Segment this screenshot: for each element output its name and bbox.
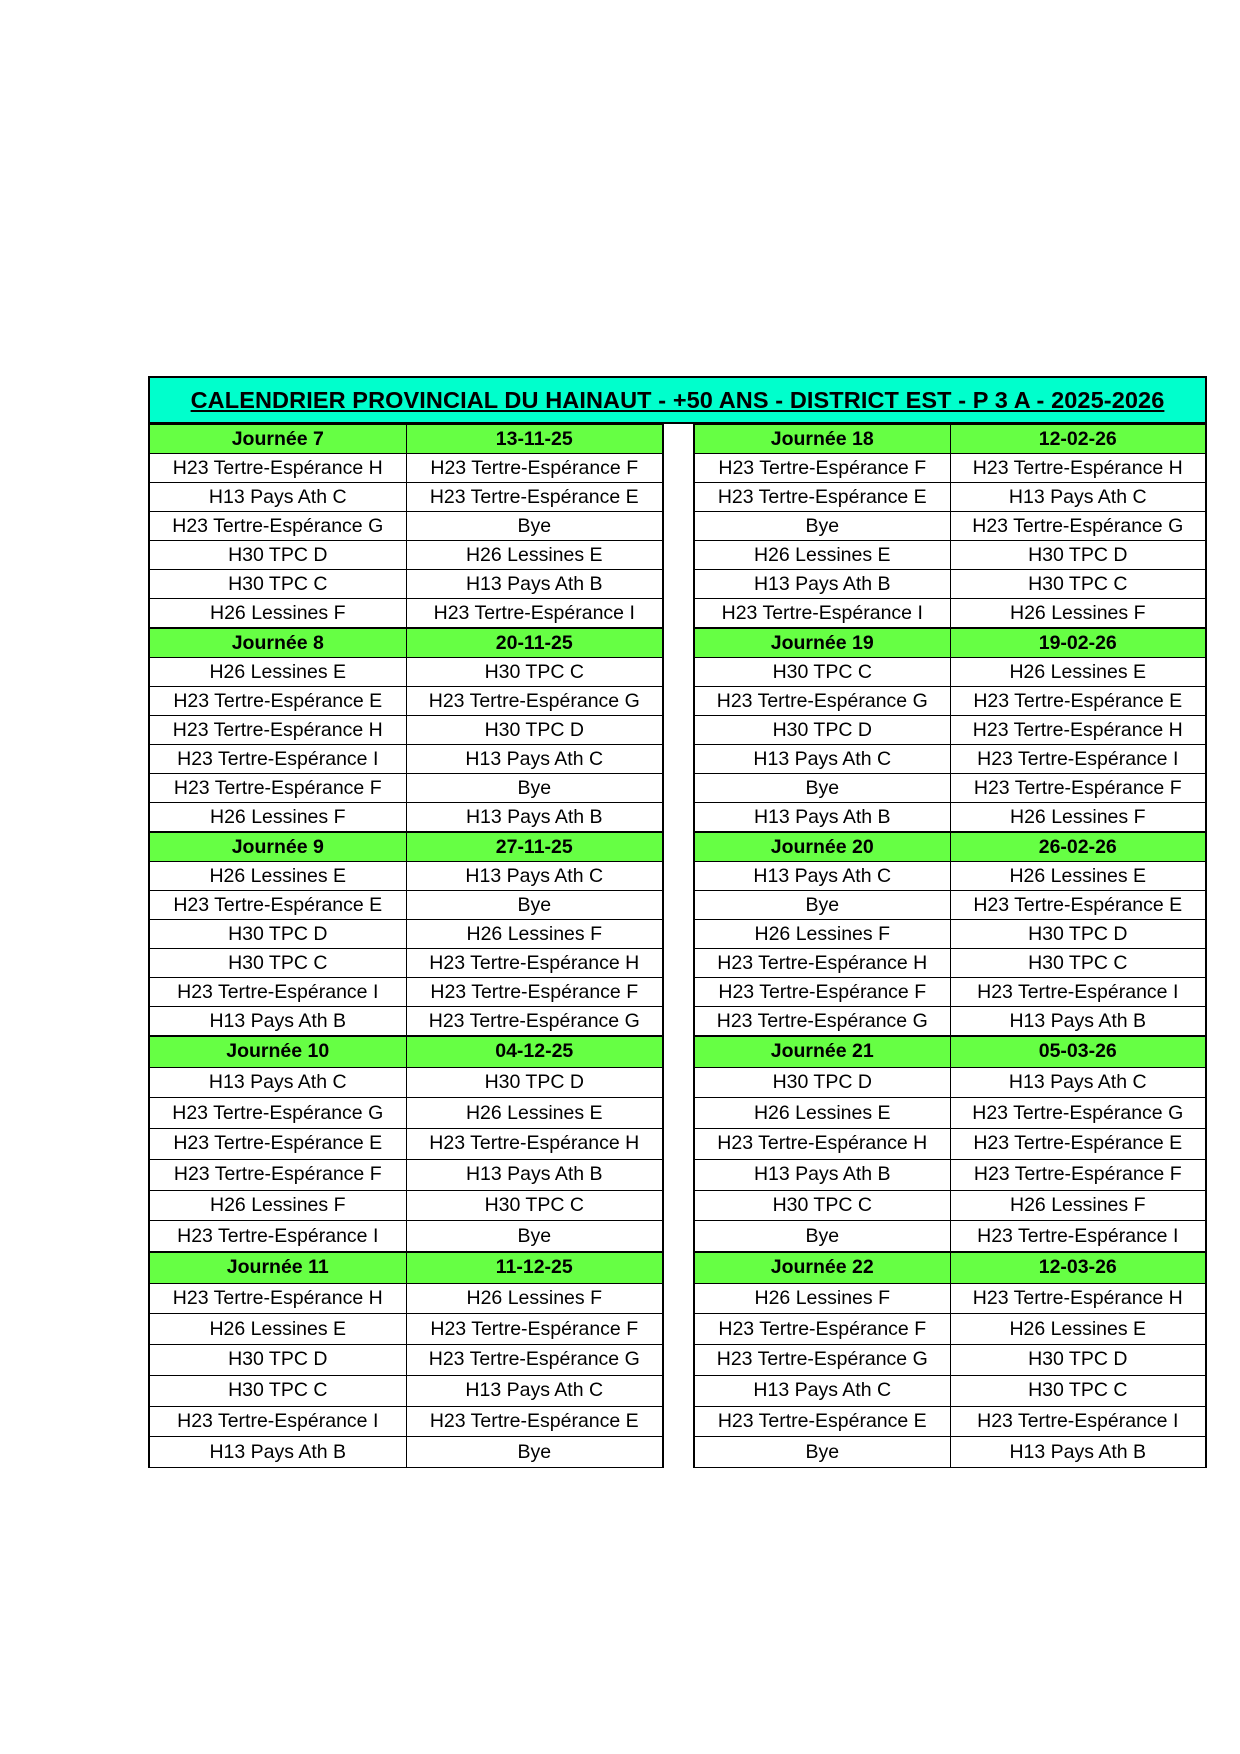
home-team: H26 Lessines E — [149, 862, 406, 891]
home-team: Bye — [694, 1437, 950, 1468]
away-team: H26 Lessines E — [950, 658, 1206, 687]
round-header-row — [694, 833, 1206, 862]
away-team: H23 Tertre-Espérance E — [406, 483, 663, 512]
match-row — [694, 1221, 1206, 1252]
home-team: H30 TPC C — [149, 949, 406, 978]
match-row — [149, 774, 663, 803]
away-team: H23 Tertre-Espérance G — [950, 1098, 1206, 1129]
away-team: H30 TPC C — [950, 1375, 1206, 1406]
match-row — [149, 687, 663, 716]
match-row — [149, 1067, 663, 1098]
match-row — [694, 1007, 1206, 1036]
away-team: H30 TPC C — [950, 949, 1206, 978]
away-team: H13 Pays Ath C — [406, 862, 663, 891]
away-team: H23 Tertre-Espérance H — [406, 1129, 663, 1160]
round-number: Journée 22 — [694, 1253, 950, 1284]
match-row — [149, 658, 663, 687]
match-row — [149, 716, 663, 745]
home-team: H23 Tertre-Espérance F — [694, 454, 950, 483]
match-row — [149, 891, 663, 920]
round-table — [693, 1036, 1207, 1252]
away-team: H26 Lessines E — [950, 1314, 1206, 1345]
home-team: H13 Pays Ath C — [149, 483, 406, 512]
home-team: H13 Pays Ath C — [149, 1067, 406, 1098]
match-row — [694, 1345, 1206, 1376]
home-team: H23 Tertre-Espérance E — [149, 687, 406, 716]
home-team: H23 Tertre-Espérance E — [694, 1406, 950, 1437]
match-row — [149, 541, 663, 570]
match-row — [149, 949, 663, 978]
away-team: H26 Lessines F — [406, 920, 663, 949]
home-team: H23 Tertre-Espérance I — [694, 599, 950, 628]
home-team: H23 Tertre-Espérance E — [694, 483, 950, 512]
round-date: 12-03-26 — [950, 1253, 1206, 1284]
match-row — [694, 978, 1206, 1007]
match-row — [694, 454, 1206, 483]
round-number: Journée 8 — [149, 629, 406, 658]
home-team: Bye — [694, 512, 950, 541]
match-row — [149, 1314, 663, 1345]
home-team: H13 Pays Ath B — [694, 803, 950, 832]
home-team: H26 Lessines E — [694, 541, 950, 570]
round-right-column — [693, 832, 1207, 1036]
away-team: H26 Lessines E — [406, 541, 663, 570]
match-row — [149, 1159, 663, 1190]
home-team: H13 Pays Ath B — [149, 1007, 406, 1036]
round-table — [148, 424, 664, 628]
match-row — [694, 862, 1206, 891]
home-team: H23 Tertre-Espérance F — [149, 1159, 406, 1190]
round-number: Journée 19 — [694, 629, 950, 658]
away-team: H23 Tertre-Espérance E — [950, 687, 1206, 716]
match-row — [694, 1067, 1206, 1098]
away-team: H26 Lessines F — [406, 1283, 663, 1314]
home-team: H23 Tertre-Espérance H — [149, 716, 406, 745]
match-row — [149, 570, 663, 599]
round-date: 12-02-26 — [950, 425, 1206, 454]
round-left-column — [148, 1036, 664, 1252]
home-team: H26 Lessines F — [149, 599, 406, 628]
home-team: Bye — [694, 891, 950, 920]
home-team: H23 Tertre-Espérance H — [149, 454, 406, 483]
home-team: H26 Lessines E — [149, 658, 406, 687]
away-team: H23 Tertre-Espérance E — [950, 1129, 1206, 1160]
match-row — [149, 1283, 663, 1314]
match-row — [694, 1406, 1206, 1437]
away-team: H13 Pays Ath C — [950, 483, 1206, 512]
away-team: H13 Pays Ath B — [406, 803, 663, 832]
home-team: H13 Pays Ath B — [149, 1437, 406, 1468]
round-table — [148, 1036, 664, 1252]
round-date: 05-03-26 — [950, 1037, 1206, 1068]
match-row — [694, 687, 1206, 716]
away-team: H26 Lessines E — [406, 1098, 663, 1129]
round-table — [693, 424, 1207, 628]
match-row — [694, 1283, 1206, 1314]
round-table — [148, 1252, 664, 1468]
home-team: H30 TPC C — [694, 1190, 950, 1221]
round-table — [148, 832, 664, 1036]
home-team: H26 Lessines F — [149, 803, 406, 832]
match-row — [149, 1190, 663, 1221]
match-row — [149, 1221, 663, 1252]
round-block — [148, 1252, 1207, 1468]
round-date: 26-02-26 — [950, 833, 1206, 862]
round-header-row — [149, 1037, 663, 1068]
match-row — [694, 803, 1206, 832]
home-team: H23 Tertre-Espérance E — [149, 891, 406, 920]
away-team: H13 Pays Ath C — [950, 1067, 1206, 1098]
home-team: H26 Lessines F — [694, 920, 950, 949]
home-team: H23 Tertre-Espérance G — [149, 1098, 406, 1129]
match-row — [149, 978, 663, 1007]
home-team: H30 TPC C — [149, 1375, 406, 1406]
home-team: H23 Tertre-Espérance H — [149, 1283, 406, 1314]
away-team: H13 Pays Ath C — [406, 1375, 663, 1406]
match-row — [694, 1098, 1206, 1129]
away-team: H13 Pays Ath C — [406, 745, 663, 774]
round-header-row — [694, 1037, 1206, 1068]
away-team: H23 Tertre-Espérance H — [950, 1283, 1206, 1314]
away-team: H23 Tertre-Espérance F — [950, 774, 1206, 803]
home-team: H23 Tertre-Espérance I — [149, 1221, 406, 1252]
away-team: Bye — [406, 774, 663, 803]
round-date: 04-12-25 — [406, 1037, 663, 1068]
match-row — [149, 454, 663, 483]
round-number: Journée 18 — [694, 425, 950, 454]
home-team: H30 TPC D — [694, 1067, 950, 1098]
away-team: Bye — [406, 512, 663, 541]
away-team: H26 Lessines F — [950, 803, 1206, 832]
round-right-column — [693, 424, 1207, 628]
match-row — [149, 1129, 663, 1160]
match-row — [694, 483, 1206, 512]
match-row — [149, 512, 663, 541]
round-date: 27-11-25 — [406, 833, 663, 862]
home-team: H13 Pays Ath B — [694, 1159, 950, 1190]
round-number: Journée 9 — [149, 833, 406, 862]
away-team: Bye — [406, 1437, 663, 1468]
round-header-row — [694, 425, 1206, 454]
round-header-row — [149, 629, 663, 658]
away-team: H23 Tertre-Espérance E — [950, 891, 1206, 920]
away-team: H13 Pays Ath B — [950, 1007, 1206, 1036]
away-team: H23 Tertre-Espérance G — [406, 1345, 663, 1376]
round-table — [693, 1252, 1207, 1468]
away-team: H23 Tertre-Espérance F — [406, 978, 663, 1007]
round-left-column — [148, 832, 664, 1036]
home-team: H23 Tertre-Espérance E — [149, 1129, 406, 1160]
round-number: Journée 20 — [694, 833, 950, 862]
match-row — [694, 891, 1206, 920]
round-header-row — [694, 629, 1206, 658]
match-row — [149, 599, 663, 628]
round-left-column — [148, 424, 664, 628]
round-block — [148, 832, 1207, 1036]
round-date: 11-12-25 — [406, 1253, 663, 1284]
home-team: H26 Lessines E — [694, 1098, 950, 1129]
home-team: Bye — [694, 1221, 950, 1252]
home-team: H13 Pays Ath C — [694, 1375, 950, 1406]
away-team: H23 Tertre-Espérance G — [406, 687, 663, 716]
home-team: H30 TPC D — [694, 716, 950, 745]
match-row — [694, 512, 1206, 541]
title-bar — [148, 376, 1207, 424]
away-team: H23 Tertre-Espérance I — [950, 978, 1206, 1007]
round-left-column — [148, 1252, 664, 1468]
away-team: H30 TPC C — [406, 1190, 663, 1221]
away-team: Bye — [406, 1221, 663, 1252]
match-row — [694, 1129, 1206, 1160]
match-row — [694, 1314, 1206, 1345]
home-team: H23 Tertre-Espérance I — [149, 745, 406, 774]
match-row — [694, 570, 1206, 599]
away-team: H23 Tertre-Espérance I — [950, 1221, 1206, 1252]
away-team: H26 Lessines E — [950, 862, 1206, 891]
home-team: H30 TPC D — [149, 541, 406, 570]
away-team: H23 Tertre-Espérance G — [950, 512, 1206, 541]
match-row — [694, 716, 1206, 745]
home-team: H23 Tertre-Espérance F — [694, 1314, 950, 1345]
away-team: H23 Tertre-Espérance H — [406, 949, 663, 978]
home-team: H26 Lessines F — [694, 1283, 950, 1314]
round-table — [148, 628, 664, 832]
home-team: H26 Lessines E — [149, 1314, 406, 1345]
round-number: Journée 11 — [149, 1253, 406, 1284]
schedule-blocks — [148, 424, 1207, 1468]
match-row — [694, 1375, 1206, 1406]
home-team: H26 Lessines F — [149, 1190, 406, 1221]
round-left-column — [148, 628, 664, 832]
match-row — [694, 949, 1206, 978]
match-row — [149, 803, 663, 832]
away-team: Bye — [406, 891, 663, 920]
round-right-column — [693, 1036, 1207, 1252]
away-team: H13 Pays Ath B — [406, 570, 663, 599]
round-number: Journée 10 — [149, 1037, 406, 1068]
match-row — [149, 1345, 663, 1376]
away-team: H23 Tertre-Espérance E — [406, 1406, 663, 1437]
match-row — [149, 1098, 663, 1129]
home-team: H23 Tertre-Espérance G — [149, 512, 406, 541]
away-team: H13 Pays Ath B — [406, 1159, 663, 1190]
home-team: H30 TPC D — [149, 1345, 406, 1376]
away-team: H23 Tertre-Espérance F — [406, 1314, 663, 1345]
away-team: H26 Lessines F — [950, 1190, 1206, 1221]
away-team: H23 Tertre-Espérance F — [950, 1159, 1206, 1190]
round-block — [148, 628, 1207, 832]
match-row — [149, 745, 663, 774]
away-team: H13 Pays Ath B — [950, 1437, 1206, 1468]
home-team: Bye — [694, 774, 950, 803]
match-row — [694, 774, 1206, 803]
round-table — [693, 628, 1207, 832]
away-team: H23 Tertre-Espérance I — [406, 599, 663, 628]
away-team: H30 TPC C — [950, 570, 1206, 599]
home-team: H30 TPC C — [149, 570, 406, 599]
away-team: H23 Tertre-Espérance I — [950, 745, 1206, 774]
round-date: 19-02-26 — [950, 629, 1206, 658]
round-header-row — [149, 833, 663, 862]
away-team: H30 TPC D — [950, 541, 1206, 570]
round-block — [148, 424, 1207, 628]
match-row — [149, 1375, 663, 1406]
away-team: H30 TPC D — [406, 716, 663, 745]
away-team: H30 TPC C — [406, 658, 663, 687]
home-team: H23 Tertre-Espérance H — [694, 949, 950, 978]
home-team: H23 Tertre-Espérance I — [149, 978, 406, 1007]
home-team: H13 Pays Ath B — [694, 570, 950, 599]
home-team: H30 TPC D — [149, 920, 406, 949]
round-table — [693, 832, 1207, 1036]
match-row — [694, 1159, 1206, 1190]
away-team: H23 Tertre-Espérance H — [950, 454, 1206, 483]
home-team: H30 TPC C — [694, 658, 950, 687]
home-team: H13 Pays Ath C — [694, 862, 950, 891]
away-team: H30 TPC D — [406, 1067, 663, 1098]
match-row — [694, 1190, 1206, 1221]
match-row — [149, 1437, 663, 1468]
round-block — [148, 1036, 1207, 1252]
round-number: Journée 21 — [694, 1037, 950, 1068]
match-row — [694, 745, 1206, 774]
round-header-row — [694, 1253, 1206, 1284]
round-right-column — [693, 628, 1207, 832]
match-row — [694, 1437, 1206, 1468]
away-team: H23 Tertre-Espérance F — [406, 454, 663, 483]
away-team: H26 Lessines F — [950, 599, 1206, 628]
page-title: CALENDRIER PROVINCIAL DU HAINAUT - +50 ANS - DISTRICT EST - P 3 A - 2025-2026 — [190, 386, 1165, 413]
match-row — [694, 541, 1206, 570]
round-header-row — [149, 425, 663, 454]
away-team: H23 Tertre-Espérance I — [950, 1406, 1206, 1437]
round-date: 20-11-25 — [406, 629, 663, 658]
round-number: Journée 7 — [149, 425, 406, 454]
schedule-sheet — [148, 376, 1207, 1468]
round-header-row — [149, 1253, 663, 1284]
home-team: H23 Tertre-Espérance G — [694, 687, 950, 716]
away-team: H23 Tertre-Espérance H — [950, 716, 1206, 745]
home-team: H23 Tertre-Espérance I — [149, 1406, 406, 1437]
home-team: H23 Tertre-Espérance G — [694, 1007, 950, 1036]
match-row — [149, 1406, 663, 1437]
match-row — [149, 1007, 663, 1036]
away-team: H30 TPC D — [950, 1345, 1206, 1376]
match-row — [149, 862, 663, 891]
match-row — [694, 658, 1206, 687]
match-row — [149, 483, 663, 512]
away-team: H30 TPC D — [950, 920, 1206, 949]
home-team: H23 Tertre-Espérance G — [694, 1345, 950, 1376]
match-row — [149, 920, 663, 949]
away-team: H23 Tertre-Espérance G — [406, 1007, 663, 1036]
home-team: H23 Tertre-Espérance F — [149, 774, 406, 803]
round-date: 13-11-25 — [406, 425, 663, 454]
match-row — [694, 599, 1206, 628]
home-team: H23 Tertre-Espérance F — [694, 978, 950, 1007]
home-team: H13 Pays Ath C — [694, 745, 950, 774]
match-row — [694, 920, 1206, 949]
round-right-column — [693, 1252, 1207, 1468]
home-team: H23 Tertre-Espérance H — [694, 1129, 950, 1160]
